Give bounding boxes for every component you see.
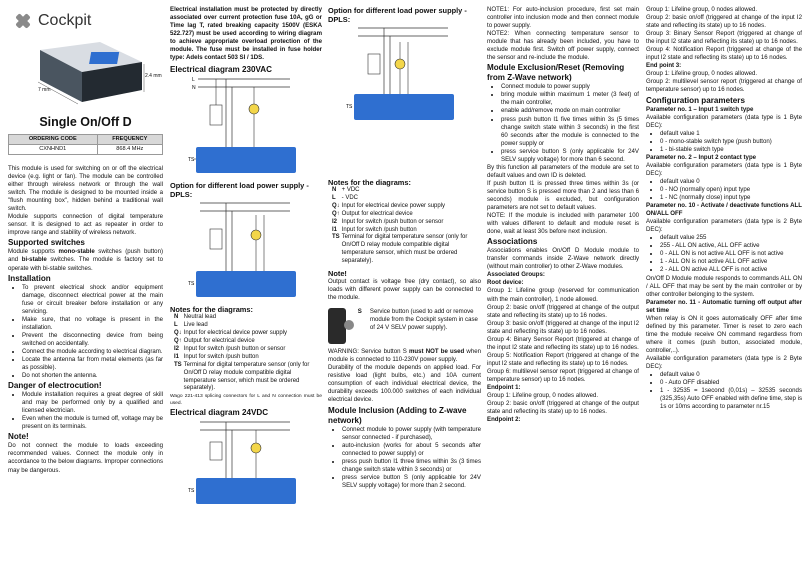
list-item: • default value 0 xyxy=(660,178,802,186)
param-1-list xyxy=(646,130,802,154)
group-item: Group 6: multilevel sensor report (triggered at change of temperature sensor) up to 16 nodes. xyxy=(487,367,639,383)
list-item: • press push button I1 five times within 3s (5 times change switch state within 3 seconds) in the first 60 seconds after the module is connected to the power supply or xyxy=(501,116,639,148)
group-item: Group 2: basic on/off (triggered at change of the output state and reflecting its state) up to 16 nodes. xyxy=(487,303,639,319)
danger-heading: Danger of electrocution! xyxy=(8,381,102,391)
list-item: • 1 - ALL ON is not active ALL OFF active xyxy=(660,258,802,266)
installation-list xyxy=(8,284,163,381)
notes-table-230: N Neutral lead L Live lead Q↓ Input for electrical device power supply Q↑ Output for electrical device I2 Input for switch /push button or sensor I1 Input for switch /push button TS Terminal for digital temperature sensor (only for On/Off D relay module compatible digital temperature sensor, which must be ordered separately). xyxy=(174,314,310,392)
ordering-frequency: 868.4 MHz xyxy=(97,145,162,155)
list-item: • Make sure, that no voltage is present in the installation. xyxy=(22,316,163,332)
list-item: • press service button S (only applicable for 24V SELV supply voltage) for more than 2 second. xyxy=(342,474,481,490)
ordering-header-frequency: FREQUENCY xyxy=(97,135,162,145)
notes-heading-24: Notes for the diagrams: xyxy=(328,178,411,187)
service-button-block xyxy=(328,308,481,344)
exclusion-list xyxy=(487,83,639,163)
danger-list xyxy=(8,391,163,431)
svg-text:TS: TS xyxy=(188,488,195,495)
list-item: • default value 255 xyxy=(660,234,802,242)
param-1-text: Available configuration parameters (data type is 1 Byte DEC): xyxy=(646,113,802,129)
param-2-title: Parameter no. 2 – Input 2 contact type xyxy=(646,153,757,161)
svg-text:L: L xyxy=(192,77,195,84)
column-3 xyxy=(328,6,481,563)
list-item: • Even when the module is turned off, voltage may be present on its terminals. xyxy=(22,415,163,431)
column-2 xyxy=(170,6,322,563)
list-item: • enable add/remove mode on main controller xyxy=(501,107,639,115)
column-5 xyxy=(646,6,802,563)
param-10-title: Parameter no. 10 - Activate / deactivate functions ALL ON/ALL OFF xyxy=(646,202,802,218)
list-item: • 1 - 32535 = 1second (0,01s) – 32535 seconds (325,35s) Auto OFF enabled with define time, step is 1s or 10ms according to parameter nr.15 xyxy=(660,387,802,411)
column-1 xyxy=(8,6,163,563)
product-image xyxy=(8,36,163,108)
column-4 xyxy=(487,6,639,563)
dim-height: 2.4 mm xyxy=(145,73,162,79)
output-note-heading: Note! xyxy=(328,269,347,279)
ordering-header-code: ORDERING CODE xyxy=(9,135,98,145)
associations-heading: Associations xyxy=(487,237,538,247)
notes-table-24: N + VDC L - VDC Q↓ Input for electrical device power supply Q↑ Output for electrical device I2 Input for switch /push button or sensor I1 Input for switch /push button TS Terminal for digital temperature sensor (only for On/Off D relay module compatible digital temperature sensor, which must be ordered separately). xyxy=(332,187,468,265)
list-item: • auto-inclusion (works for about 5 seconds after connected to power supply) or xyxy=(342,442,481,458)
svg-text:N: N xyxy=(192,85,196,92)
service-button-text: Service button (used to add or remove module from the Cockpit system in case of 24 V SELV power supply). xyxy=(369,308,478,332)
group-item: Group 1: Lifeline group (reserved for communication with the main controller), 1 node allowed. xyxy=(487,287,639,303)
list-item: • default value 0 xyxy=(660,371,802,379)
group-item: Group 5: Notification Report (triggered at change of the input I2 state and reflecting its state) up to 16 nodes. xyxy=(487,351,639,367)
durability-text: Durability of the module depends on applied load. For resistive load (light bulbs, etc.) and 10A current consumption of each individual electrical device, the durability exceeds 100.000 switches of each individual electrical device. xyxy=(328,364,481,404)
inclusion-heading: Module Inclusion (Adding to Z-wave network) xyxy=(328,405,467,425)
list-item: • press push button I1 three times within 3s (3 times change switch state within 3 seconds) or xyxy=(342,458,481,474)
notes-heading-230: Notes for the diagrams: xyxy=(170,305,253,315)
intro-text-2: Module supports connection of digital temperature sensor. It is designed to act as repeater in order to improve range and stability of wireless network. xyxy=(8,213,163,237)
diagram-24vdc-dpls xyxy=(328,24,481,134)
inclusion-note-1: NOTE1: For auto-inclusion procedure, first set main controller into inclusion mode and then connect module to power supply. xyxy=(487,6,639,30)
list-item: • 1 - bi-stable switch type xyxy=(660,146,802,154)
associations-text: Associations enables On/Off D Module module to transfer commands inside Z-Wave network directly (without main controller) to other Z-Wave modules. xyxy=(487,247,639,271)
endpoint-3-label: End point 3: xyxy=(646,62,682,70)
endpoint-2-label: Endpoint 2: xyxy=(487,416,521,424)
reset-text-2: If push button I1 is pressed three times within 3s (or service button S is pressed more than 2 and less than 6 seconds) module is excluded, but configuration parameters are not set to default values. xyxy=(487,179,639,212)
note-text: Do not connect the module to loads exceeding recommended values. Connect the module only in accordance to the below diagrams. Improper connections may be dangerous. xyxy=(8,442,163,474)
diagram-230-heading: Electrical diagram 230VAC xyxy=(170,65,272,75)
svg-text:TS: TS xyxy=(188,157,195,164)
param-10-text: Available configuration parameters (data type is 2 Byte DEC): xyxy=(646,218,802,234)
group-item: Group 3: basic on/off (triggered at change of the input I2 state and reflecting its state) up to 16 nodes. xyxy=(487,319,639,335)
group-item: Group 4: Binary Sensor Report (triggered at change of the input I2 state and reflecting its state) up to 16 nodes. xyxy=(487,335,639,351)
list-item: • 2 - ALL ON active ALL OFF is not active xyxy=(660,266,802,274)
associated-groups-label: Associated Groups: xyxy=(487,271,545,279)
svg-text:TS: TS xyxy=(346,104,353,110)
param-1-title: Parameter no. 1 – Input 1 switch type xyxy=(646,105,754,113)
param-11-title: Parameter no. 11 - Automatic turning off output after set time xyxy=(646,298,802,314)
ordering-table xyxy=(8,134,163,155)
diagram-24vdc xyxy=(170,418,322,521)
list-item: • Prevent the disconnecting device from being switched on accidentally. xyxy=(22,332,163,348)
service-button-image xyxy=(328,308,346,344)
param-10-after: On/Off D Module module responds to commands ALL ON / ALL OFF that may be sent by the main controller or by other controller belonging to the system. xyxy=(646,274,802,298)
list-item: • Do not shorten the antenna. xyxy=(22,372,163,380)
list-item: • Connect module to power supply xyxy=(501,83,639,91)
service-warning: WARNING: Service button S must NOT be used when module is connected to 110-230V power supply. xyxy=(328,348,481,364)
diagram-24-heading: Electrical diagram 24VDC xyxy=(170,408,269,418)
diagram-230vac xyxy=(170,75,322,181)
list-item: • 0 - NO (normally open) input type xyxy=(660,186,802,194)
page-title: Single On/Off D xyxy=(39,115,132,129)
list-item: • Module installation requires a great degree of skill and may be performed only by a qualified and licensed electrician. xyxy=(22,391,163,415)
dpls-heading-24: Option for different load power supply - DPLS: xyxy=(328,6,467,24)
dim-width: 7 mm xyxy=(38,87,51,93)
svg-text:TS: TS xyxy=(188,281,195,288)
installation-heading: Installation xyxy=(8,273,51,283)
group-item: Group 1: Lifeline group, 0 nodes allowed. xyxy=(646,6,758,13)
supported-switches-heading: Supported switches xyxy=(8,238,85,248)
group-item: Group 2: basic on/off (triggered at change of the output state and reflecting its state) up to 16 nodes. xyxy=(487,400,639,416)
cockpit-logo-icon xyxy=(12,10,34,32)
dpls-heading-230: Option for different load power supply - DPLS: xyxy=(170,181,309,200)
list-item: • 0 - mono-stable switch type (push button) xyxy=(660,138,802,146)
brand-name: Cockpit xyxy=(38,11,92,29)
param-11-list xyxy=(646,371,802,411)
wago-note: Wago 221-413 splicing connectors for L and N connection must be used. xyxy=(170,394,322,407)
param-2-text: Available configuration parameters (data type is 1 Byte DEC): xyxy=(646,161,802,177)
list-item: • Locate the antenna far from metal elements (as far as possible). xyxy=(22,356,163,372)
list-item: • To prevent electrical shock and/or equipment damage, disconnect electrical power at the main fuse or circuit breaker before installation or any servicing. xyxy=(22,284,163,316)
group-item: Group 3: Binary Sensor Report (triggered at change of the input I2 state and reflecting its state) up to 16 nodes. xyxy=(646,30,802,46)
group-item: Group 1: Lifeline group, 0 nodes allowed. xyxy=(487,392,599,400)
list-item: • Connect the module according to electrical diagram. xyxy=(22,348,163,356)
reset-text-3: NOTE: If the module is included with parameter 100 with values different to default and module reset is done, wait at least 30s before next inclusion. xyxy=(487,212,639,236)
reset-text-1: By this function all parameters of the module are set to default values and own ID is deleted. xyxy=(487,163,639,179)
intro-text: This module is used for switching on or off the electrical device (e.g. light or fan). The module can be controlled either through wireless network or through the wall switch. The module is designed to be mounted inside a "flush mounting box", hidden behind a traditional wall switch. xyxy=(8,165,163,213)
exclusion-heading: Module Exclusion/Reset (Removing from Z-Wave network) xyxy=(487,63,625,83)
inclusion-list xyxy=(328,426,481,490)
config-heading: Configuration parameters xyxy=(646,95,745,105)
list-item: • 255 - ALL ON active, ALL OFF active xyxy=(660,242,802,250)
list-item: • 0 - ALL ON is not active ALL OFF is not active xyxy=(660,250,802,258)
ordering-code: CXNHND1 xyxy=(9,145,98,155)
group-item: Group 2: basic on/off (triggered at change of the input I2 state and reflecting its state) up to 16 nodes. xyxy=(646,14,802,30)
note-heading: Note! xyxy=(8,432,29,442)
list-item: • 1 - NC (normally close) input type xyxy=(660,194,802,202)
inclusion-note-2: NOTE2: When connecting temperature sensor to module that has already been included, you have to exclude module first. Switch off power supply, connect the sensor and re-include the module. xyxy=(487,30,639,62)
param-2-list xyxy=(646,178,802,202)
list-item: • Connect module to power supply (with temperature sensor connected - if purchased), xyxy=(342,426,481,442)
brand-logo xyxy=(12,6,163,36)
output-note: Output contact is voltage free (dry contact), so also loads with different power supply can be connected to the module. xyxy=(328,278,481,302)
supported-switches-text: Module supports mono-stable switches (push button) and bi-stable switches. The module is factory set to operate with bi-stable switches. xyxy=(8,248,163,272)
service-button-label: S xyxy=(357,308,362,316)
list-item: • bring module within maximum 1 meter (3 feet) of the main controller, xyxy=(501,91,639,107)
group-item: Group 2: multilevel sensor report (triggered at change of temperature sensor) up to 16 nodes. xyxy=(646,78,802,94)
param-10-list xyxy=(646,234,802,274)
group-item: Group 4: Notification Report (triggered at change of the input I2 state and reflecting its state) up to 16 nodes. xyxy=(646,46,802,62)
endpoint-1-label: Endpoint 1: xyxy=(487,384,521,392)
diagram-230vac-dpls xyxy=(170,199,322,305)
fuse-warning: Electrical installation must be protected by directly associated over current protection fuse 10A, gG or Time lag T, rated breaking capacity 1500V (ESKA 522.727) must be used according to wiring diagram to achieve appropriate overload protection of the module. The fuse must be installed in fuse holder type: Adels contact 503 SI / 1DS. xyxy=(170,6,322,62)
param-11-text-2: Available configuration parameters (data type is 2 Byte DEC): xyxy=(646,354,802,371)
param-11-text: When relay is ON it goes automatically OFF after time defined by this parameter. Timer is reset to zero each time the module receive ON command regardless from where it comes (push button, associated module, controller,..). xyxy=(646,314,802,354)
group-item: Group 1: Lifeline group, 0 nodes allowed. xyxy=(646,70,758,78)
list-item: • default value 1 xyxy=(660,130,802,138)
list-item: • 0 - Auto OFF disabled xyxy=(660,379,802,387)
root-device-label: Root device: xyxy=(487,279,524,287)
list-item: • press service button S (only applicable for 24V SELV supply voltage) for more than 6 second. xyxy=(501,148,639,164)
